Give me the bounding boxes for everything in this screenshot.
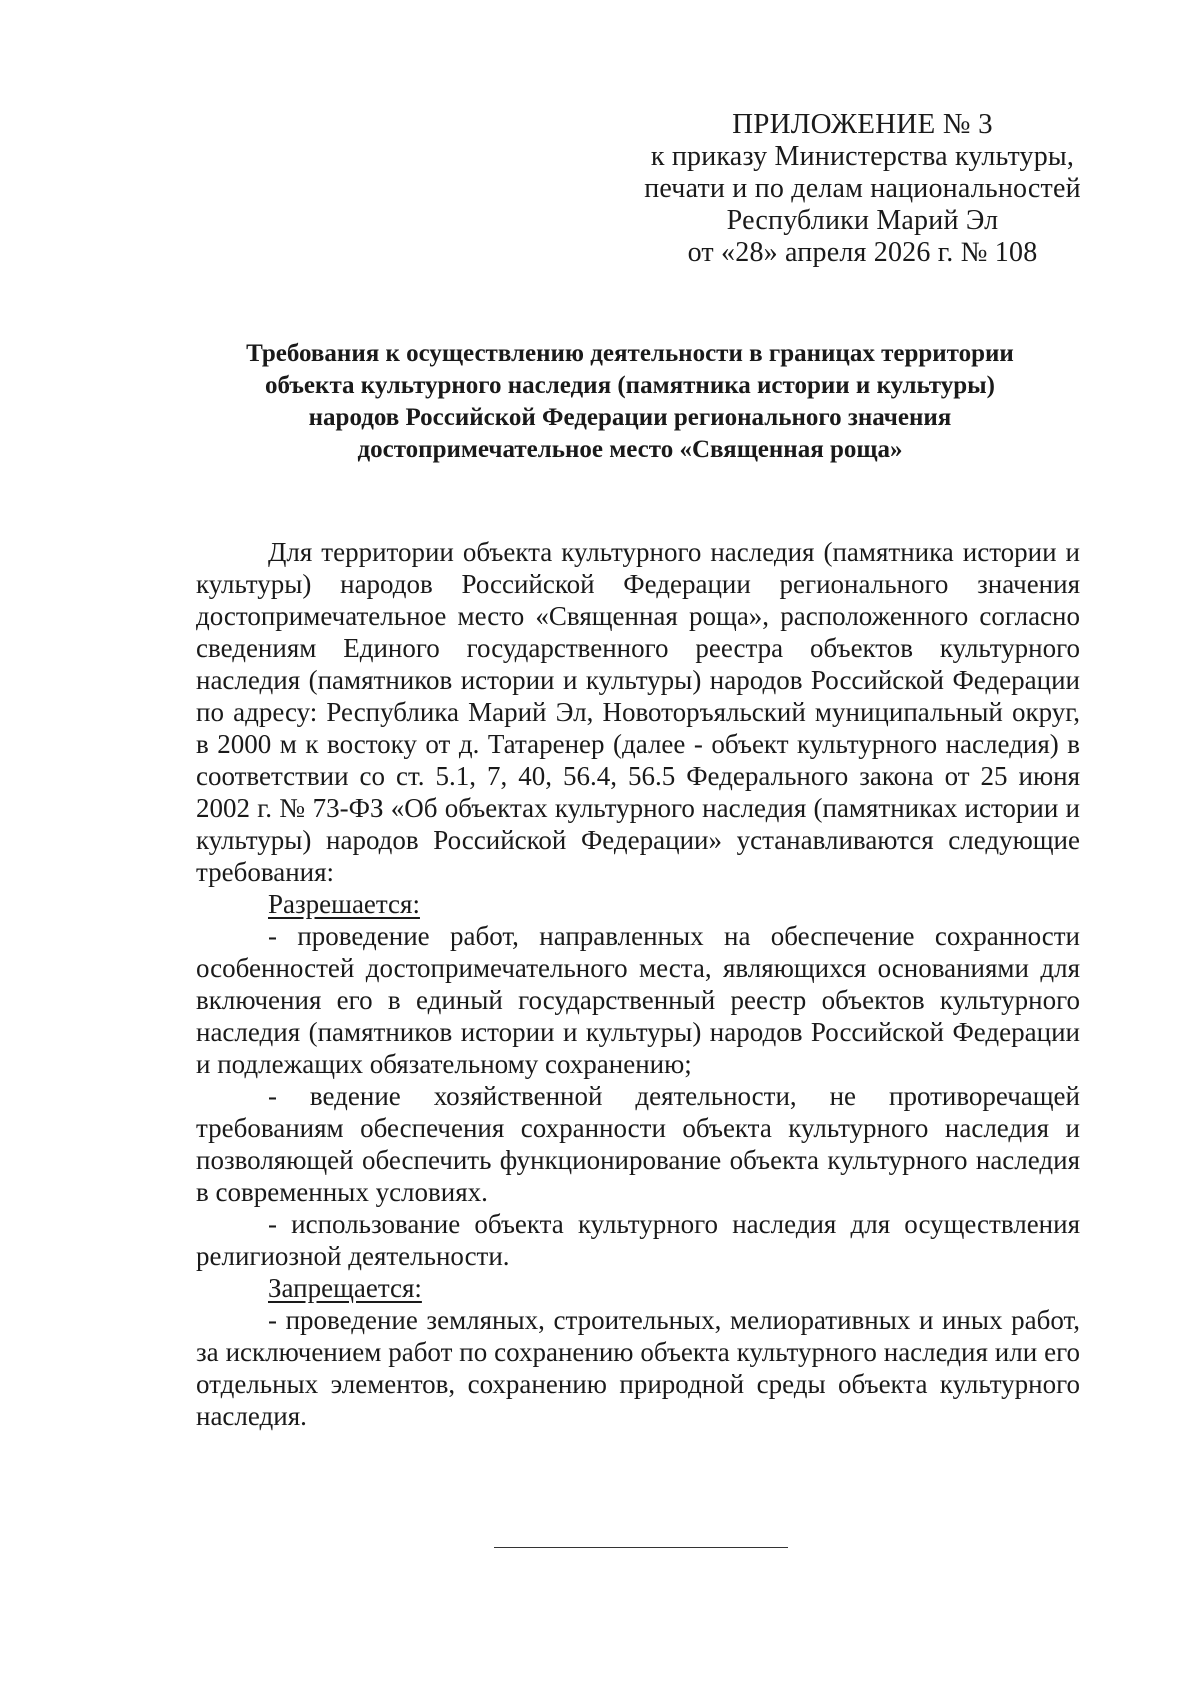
allowed-heading: Разрешается: xyxy=(268,889,420,919)
intro-paragraph: Для территории объекта культурного наследия (памятника истории и культуры) народов Российской Федерации регионального значения достопримечательное место «Священная роща», расположенного согласно сведениям Единого государственного реестра объектов культурного наследия (памятников истории и культуры) народов Российской Федерации по адресу: Республика Марий Эл, Новоторъяльский муниципальный округ, в 2000 м к востоку от д. Татаренер (далее - объект культурного наследия) в соответствии со ст. 5.1, 7, 40, 56.4, 56.5 Федерального закона от 25 июня 2002 г. № 73-ФЗ «Об объектах культурного наследия (памятниках истории и культуры) народов Российской Федерации» устанавливаются следующие требования: xyxy=(196,537,1080,887)
document-body xyxy=(196,536,1080,1432)
appendix-title: ПРИЛОЖЕНИЕ № 3 xyxy=(732,108,993,140)
document-title-line: объекта культурного наследия (памятника истории и культуры) xyxy=(264,372,995,399)
appendix-republic-line: Республики Марий Эл xyxy=(726,205,999,236)
closing-divider xyxy=(494,1547,788,1548)
appendix-ministry-line: печати и по делам национальностей xyxy=(644,173,1081,204)
document-title-line: народов Российской Федерации регионального значения xyxy=(308,404,952,431)
document-title-line: достопримечательное место «Священная роща» xyxy=(357,436,903,463)
allowed-item: - ведение хозяйственной деятельности, не противоречащей требованиям обеспечения сохранности объекта культурного наследия и позволяющей обеспечить функционирование объекта культурного наследия в современных условиях. xyxy=(196,1081,1080,1207)
appendix-order-line: к приказу Министерства культуры, xyxy=(650,141,1075,172)
allowed-item: - проведение работ, направленных на обеспечение сохранности особенностей достопримечательного места, являющихся основаниями для включения его в единый государственный реестр объектов культурного наследия (памятников истории и культуры) народов Российской Федерации и подлежащих обязательному сохранению; xyxy=(196,921,1080,1079)
document-title xyxy=(150,338,1110,466)
forbidden-item: - проведение земляных, строительных, мелиоративных и иных работ, за исключением работ по сохранению объекта культурного наследия или его отдельных элементов, сохранению природной среды объекта культурного наследия. xyxy=(196,1305,1080,1431)
appendix-header xyxy=(600,108,1125,269)
forbidden-heading: Запрещается: xyxy=(268,1273,422,1303)
allowed-item: - использование объекта культурного наследия для осуществления религиозной деятельности. xyxy=(196,1209,1080,1271)
appendix-date-line: от «28» апреля 2026 г. № 108 xyxy=(687,237,1038,268)
document-title-line: Требования к осуществлению деятельности в границах территории xyxy=(246,340,1014,367)
